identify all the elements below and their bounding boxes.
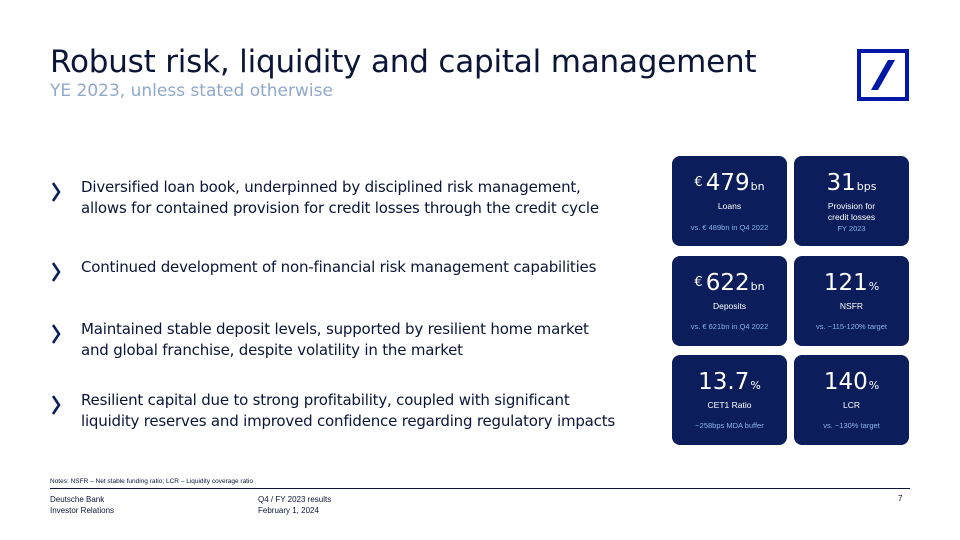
chevron-right-icon bbox=[50, 323, 62, 345]
bullet-line: and global franchise, despite volatility in the market bbox=[81, 341, 463, 359]
tile-label: Deposits bbox=[712, 301, 747, 311]
tile-sub: vs. € 621bn in Q4 2022 bbox=[690, 322, 769, 331]
chevron-right-icon bbox=[50, 394, 62, 416]
tile-label: CET1 Ratio bbox=[707, 400, 752, 410]
kpi-tile-provision bbox=[794, 156, 909, 246]
tile-sub: vs. ~130% target bbox=[823, 421, 880, 430]
tile-unit: % bbox=[868, 379, 880, 392]
chevron-right-icon bbox=[50, 181, 62, 203]
bullet-text bbox=[81, 257, 641, 278]
bullet-line: liquidity reserves and improved confidence regarding regulatory impacts bbox=[81, 412, 616, 430]
tile-unit: bn bbox=[750, 180, 765, 193]
page-number: 7 bbox=[898, 494, 903, 503]
footer-event bbox=[258, 494, 331, 516]
kpi-tile-loans bbox=[672, 156, 787, 246]
tile-label: Provision for bbox=[827, 201, 876, 211]
tile-value: 479 bbox=[705, 170, 750, 196]
page-subtitle: YE 2023, unless stated otherwise bbox=[50, 81, 333, 101]
footnote: Notes: NSFR – Net stable funding ratio; LCR – Liquidity coverage ratio bbox=[50, 478, 254, 485]
tile-value: 622 bbox=[705, 270, 750, 296]
deutsche-bank-logo bbox=[857, 49, 909, 101]
tile-value: 121 bbox=[823, 270, 868, 296]
tile-label: credit losses bbox=[827, 212, 876, 222]
tile-label: NSFR bbox=[839, 301, 864, 311]
tile-unit: bps bbox=[856, 180, 877, 193]
chevron-right-icon bbox=[50, 261, 62, 283]
bullet-line: Maintained stable deposit levels, supported by resilient home market bbox=[81, 320, 589, 338]
footer-company-name: Deutsche Bank bbox=[50, 495, 105, 504]
kpi-tile-cet1 bbox=[672, 355, 787, 445]
tile-value: 13.7 bbox=[698, 369, 750, 395]
tile-prefix: € bbox=[694, 175, 703, 190]
tile-unit: % bbox=[750, 379, 761, 392]
footer-department: Investor Relations bbox=[50, 506, 115, 515]
logo-slash-icon bbox=[861, 53, 905, 97]
tile-sub: FY 2023 bbox=[837, 224, 866, 233]
page-title: Robust risk, liquidity and capital management bbox=[50, 44, 757, 80]
kpi-tile-nsfr bbox=[794, 256, 909, 346]
bullet-text bbox=[81, 319, 641, 361]
tile-value: 31 bbox=[826, 170, 856, 196]
bullet-line: Diversified loan book, underpinned by disciplined risk management, bbox=[81, 178, 581, 196]
tile-unit: bn bbox=[750, 280, 765, 293]
bullet-line: Resilient capital due to strong profitability, coupled with significant bbox=[81, 391, 570, 409]
bullet-text bbox=[81, 177, 641, 219]
bullet-text bbox=[81, 390, 641, 432]
bullet-line: Continued development of non-financial risk management capabilities bbox=[81, 258, 597, 276]
footer-date: February 1, 2024 bbox=[258, 506, 319, 515]
footer-company bbox=[50, 494, 114, 516]
tile-unit: % bbox=[868, 280, 880, 293]
tile-value: 140 bbox=[823, 369, 868, 395]
tile-sub: vs. ~115-120% target bbox=[816, 322, 887, 331]
tile-label: Loans bbox=[717, 201, 742, 211]
kpi-tile-lcr bbox=[794, 355, 909, 445]
footer-divider bbox=[50, 488, 910, 489]
tile-sub: vs. € 489bn in Q4 2022 bbox=[690, 223, 769, 232]
tile-label: LCR bbox=[842, 400, 860, 410]
footer-event-name: Q4 / FY 2023 results bbox=[258, 495, 332, 504]
tile-prefix: € bbox=[694, 275, 703, 290]
kpi-tile-deposits bbox=[672, 256, 787, 346]
bullet-line: allows for contained provision for credit losses through the credit cycle bbox=[81, 199, 599, 217]
tile-sub: ~258bps MDA buffer bbox=[695, 421, 764, 430]
